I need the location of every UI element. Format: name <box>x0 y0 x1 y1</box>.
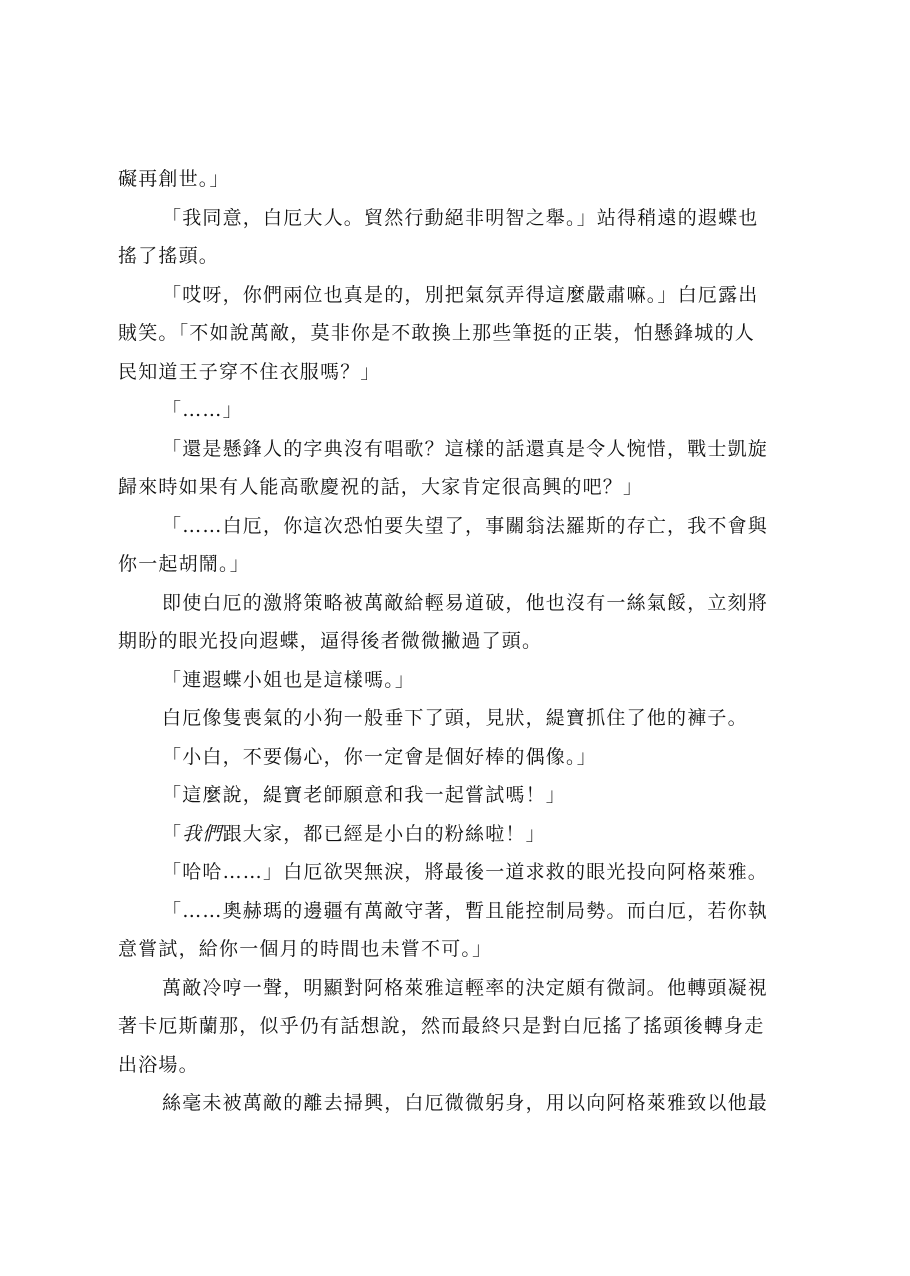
text-line: 「哎呀，你們兩位也真是的，別把氣氛弄得這麼嚴肅嘛。」白厄露出 <box>162 283 759 306</box>
text-line: 「……白厄，你這次恐怕要失望了，事關翁法羅斯的存亡，我不會與 <box>162 514 769 537</box>
text-segment: 「 <box>162 822 183 845</box>
text-line: 「這麼說，緹寶老師願意和我一起嘗試嗎！」 <box>162 784 567 806</box>
text-line: 即使白厄的激將策略被萬敵給輕易道破，他也沒有一絲氣餒，立刻將 <box>162 591 769 614</box>
text-line: 「小白，不要傷心，你一定會是個好棒的偶像。」 <box>162 745 597 768</box>
text-line: 「還是懸鋒人的字典沒有唱歌？這樣的話還真是令人惋惜，戰士凱旋 <box>162 437 769 460</box>
text-line: 期盼的眼光投向遐蝶，逼得後者微微撇過了頭。 <box>118 630 543 652</box>
text-line: 絲毫未被萬敵的離去掃興，白厄微微躬身，用以向阿格萊雅致以他最 <box>162 1092 769 1114</box>
text-line-emphasis <box>118 815 788 854</box>
text-line: 意嘗試，給你一個月的時間也未嘗不可。」 <box>118 938 493 960</box>
text-line: 「……」 <box>162 399 243 421</box>
text-line: 「哈哈……」白厄欲哭無淚，將最後一道求救的眼光投向阿格萊雅。 <box>162 861 769 883</box>
text-line: 賊笑。「不如說萬敵，莫非你是不敢換上那些筆挺的正裝，怕懸鋒城的人 <box>118 322 755 344</box>
text-line: 歸來時如果有人能高歌慶祝的話，大家肯定很高興的吧？」 <box>118 476 644 498</box>
text-line: 白厄像隻喪氣的小狗一般垂下了頭，見狀，緹寶抓住了他的褲子。 <box>162 707 748 729</box>
text-line: 「……奧赫瑪的邊疆有萬敵守著，暫且能控制局勢。而白厄，若你執 <box>162 899 769 922</box>
text-segment: 跟大家，都已經是小白的粉絲啦！」 <box>222 822 546 845</box>
body-text <box>118 160 788 1123</box>
text-line: 萬敵冷哼一聲，明顯對阿格萊雅這輕率的決定頗有微詞。他轉頭凝視 <box>162 976 769 999</box>
text-line: 民知道王子穿不住衣服嗎？」 <box>118 360 381 383</box>
text-line: 礙再創世。」 <box>118 168 230 190</box>
text-line: 出浴場。 <box>118 1053 199 1076</box>
text-line: 搖了搖頭。 <box>118 245 220 267</box>
emphasized-text: 我們 <box>182 822 223 845</box>
text-line: 你一起胡鬧。」 <box>118 553 250 575</box>
text-line: 著卡厄斯蘭那，似乎仍有話想說，然而最終只是對白厄搖了搖頭後轉身走 <box>118 1015 765 1037</box>
text-line: 「我同意，白厄大人。貿然行動絕非明智之舉。」站得稍遠的遐蝶也 <box>162 206 759 229</box>
text-line: 「連遐蝶小姐也是這樣嗎。」 <box>162 668 416 691</box>
